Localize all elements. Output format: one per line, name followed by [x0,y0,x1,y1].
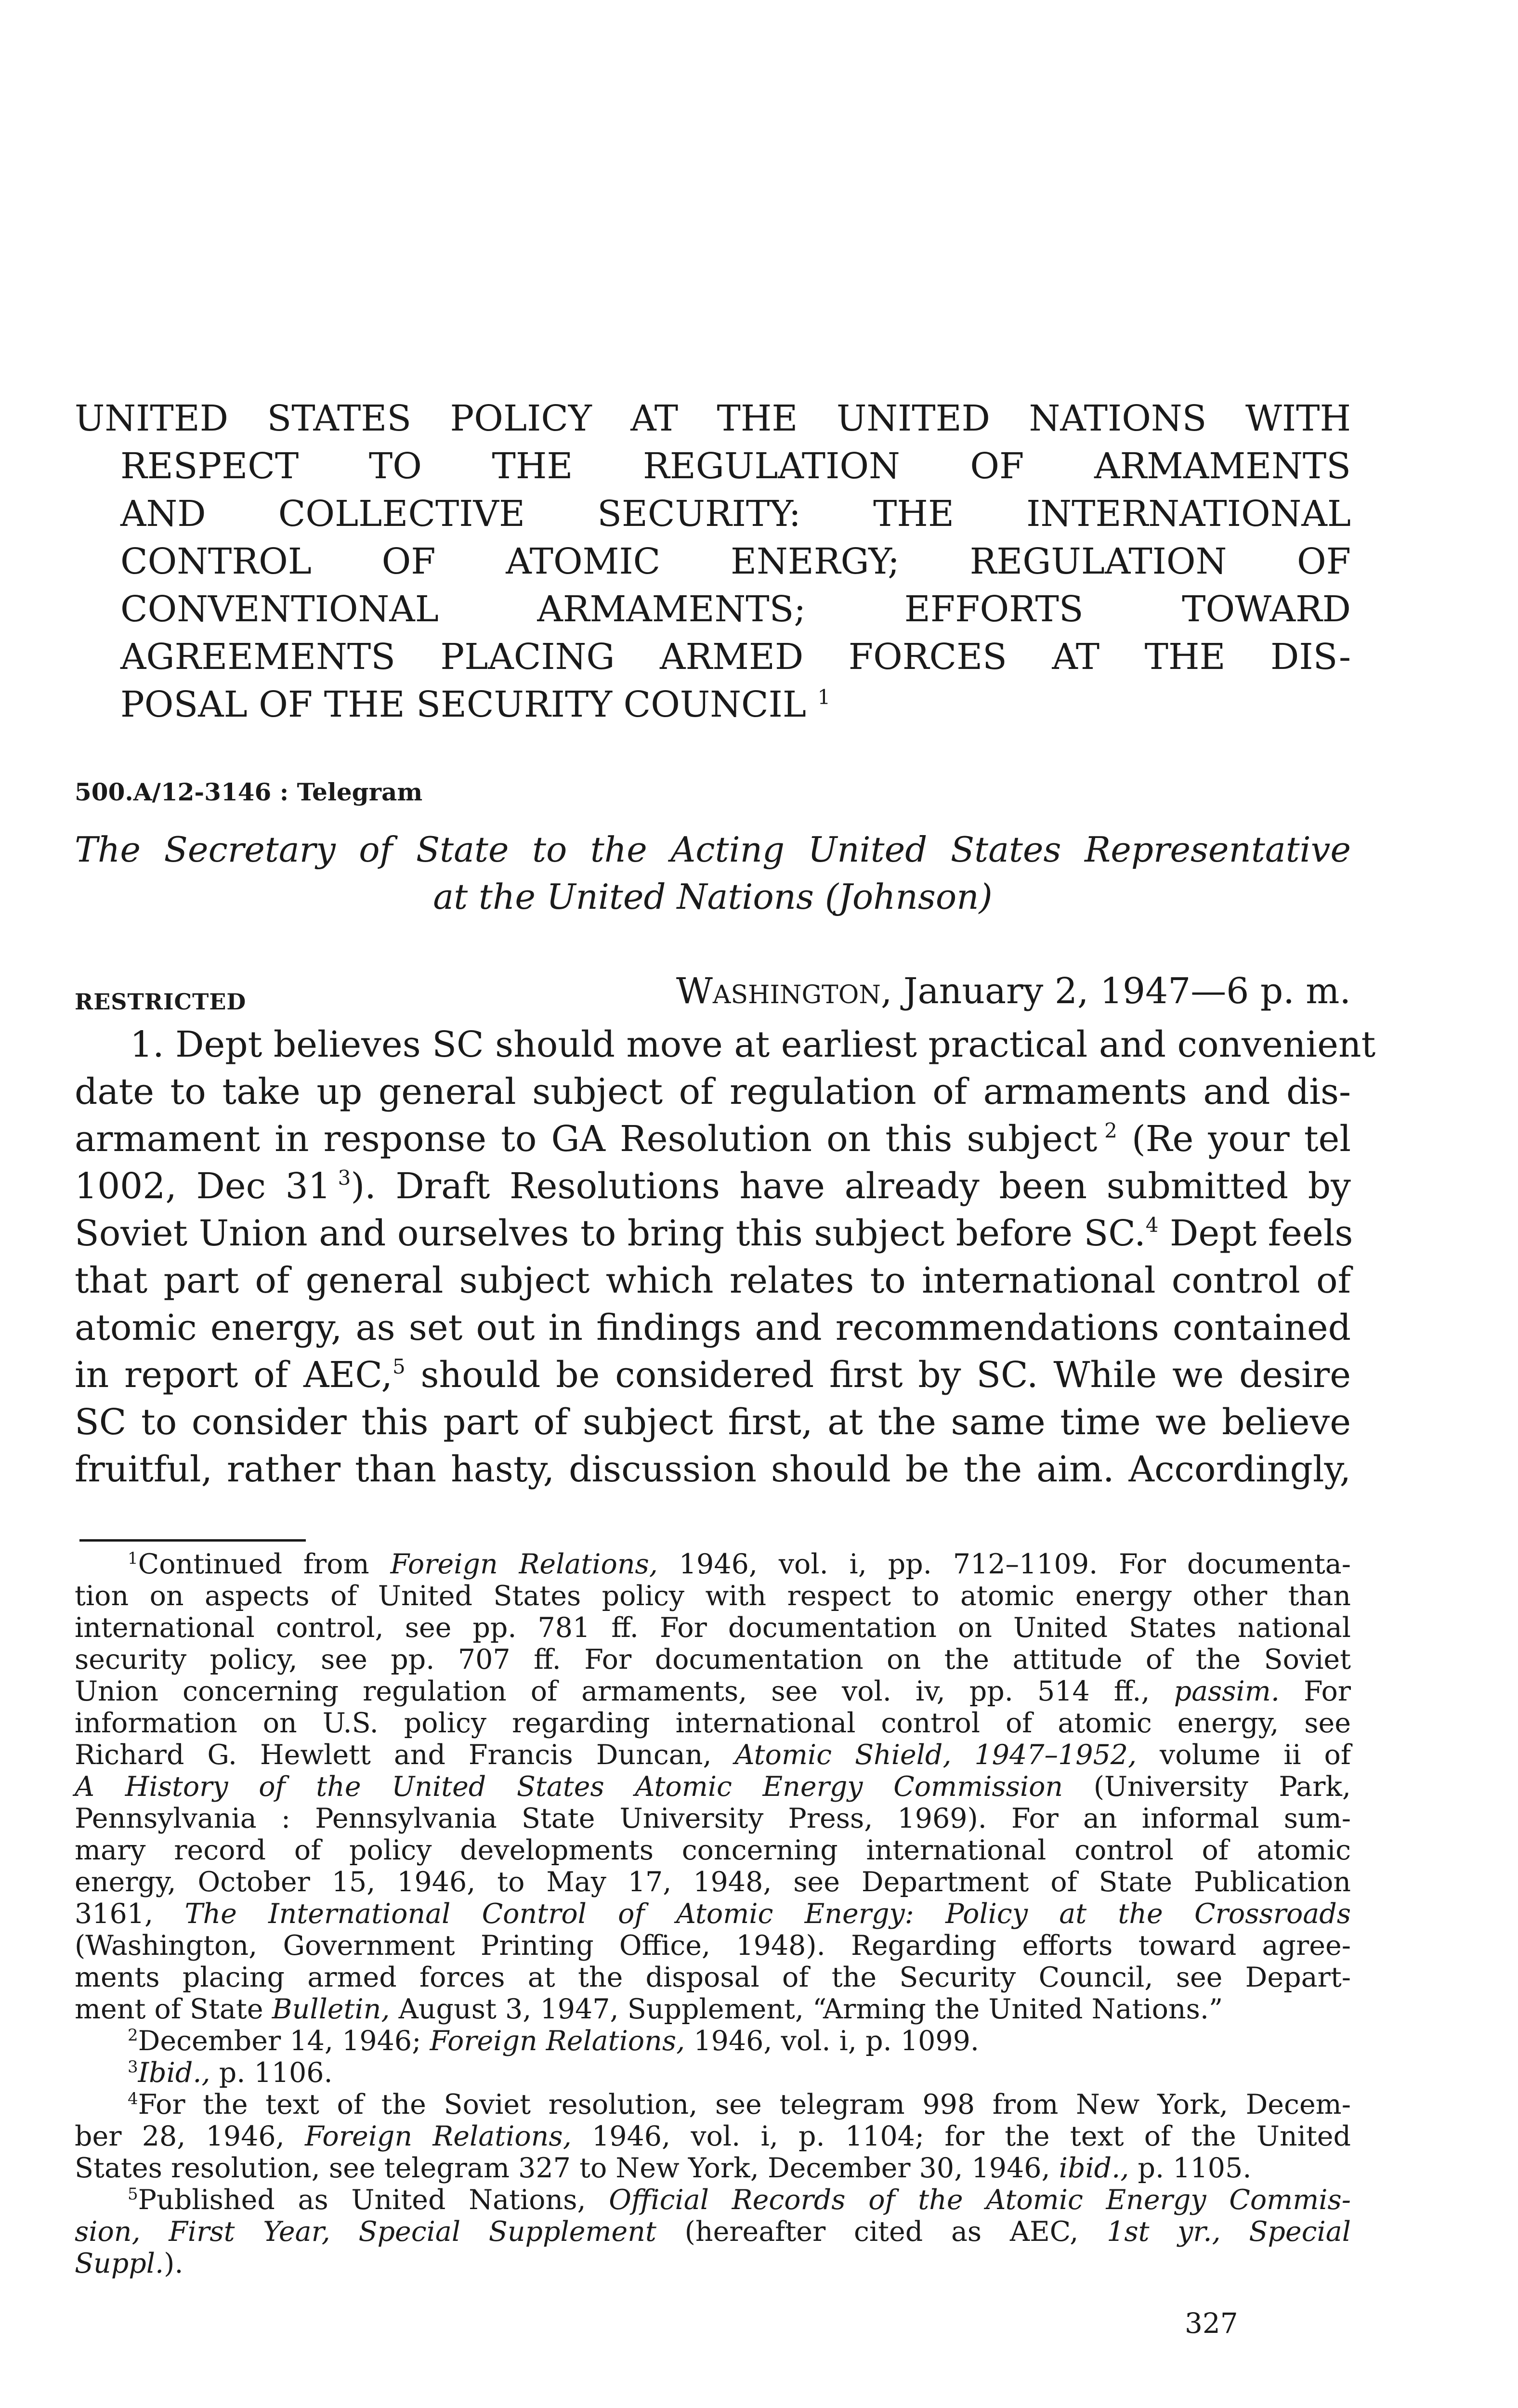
footnote-number: 2 [128,2026,138,2045]
footnote-line: ments placing armed forces at the disposal of the Security Council, see Depart- [75,1962,1351,1993]
footnote-text: Continued from [138,1548,391,1580]
citation-title: Foreign Relations, [390,1548,658,1580]
footnote-line [75,2120,1351,2152]
chapter-heading [75,395,1351,729]
heading-line: CONTROL OF ATOMIC ENERGY; REGULATION OF [120,541,1351,582]
body-line: that part of general subject which relates to international control of [75,1260,1351,1301]
citation-title: Bulletin, [272,1993,390,2025]
footnote-number: 4 [128,2089,138,2108]
body-text: Dept feels [1158,1213,1353,1254]
body-text: in report of AEC, [75,1354,393,1396]
footnote-marker: 1 [817,685,831,709]
footnote-line [75,2184,1351,2216]
citation-title: sion, First Year, Special Supplement [75,2216,656,2248]
footnote-text: Union concerning regulation of armaments, see vol. iv, pp. 514 ff., [75,1675,1174,1707]
title-line: at the United Nations (Johnson) [433,877,993,917]
footnote-text: 1946, vol. i, pp. 712–1109. For documenta- [657,1548,1351,1580]
footnote-number: 3 [128,2057,138,2077]
citation-title: ibid., [1059,2152,1129,2184]
citation-title: Suppl. [75,2248,164,2279]
place: Washington, [676,970,892,1012]
body-line [75,1115,1351,1163]
heading-line-last [120,681,1351,729]
footnote-line [75,1739,1351,1771]
footnote-marker: 5 [392,1355,406,1378]
heading-line: RESPECT TO THE REGULATION OF ARMAMENTS [120,445,1351,487]
file-reference: 500.A/12-3146 : Telegram [75,778,423,806]
footnote-text: ment of State [75,1993,272,2025]
footnote-text: December 14, 1946; [138,2025,430,2057]
body-text: (Re your tel [1117,1118,1351,1160]
heading-line: POSAL OF THE SECURITY COUNCIL [120,684,806,725]
dateline [75,970,1351,1019]
place-date [676,970,1351,1012]
footnote-text: Richard G. Hewlett and Francis Duncan, [75,1739,735,1771]
footnote-line [75,1771,1351,1803]
footnote-text: volume ii of [1137,1739,1351,1771]
footnote-line [75,1898,1351,1930]
footnote-text: ber 28, 1946, [75,2120,305,2152]
body-text: armament in response to GA Resolution on this subject [75,1118,1098,1160]
footnote-line [75,1993,1351,2025]
citation-title: Foreign Relations, [430,2025,685,2057]
footnote-line [75,2025,1351,2057]
footnote-divider [79,1539,306,1542]
footnote-text: 3161, [75,1898,185,1930]
body-line [75,1210,1351,1257]
footnote-marker: 2 [1104,1119,1117,1142]
telegram-body [75,1021,1376,1493]
heading-line: AND COLLECTIVE SECURITY: THE INTERNATIONAL [120,493,1351,535]
citation-title: Ibid., [138,2057,210,2089]
footnote-text: 1946, vol. i, p. 1104; for the text of the United [571,2120,1351,2152]
heading-line: CONVENTIONAL ARMAMENTS; EFFORTS TOWARD [120,589,1351,630]
body-text: 1002, Dec 31 [75,1165,331,1207]
footnote-text: ). [164,2248,183,2279]
footnote-text: For the text of the Soviet resolution, see telegram 998 from New York, Decem- [138,2089,1351,2120]
citation-title: Official Records of the Atomic Energy Commis- [609,2184,1351,2216]
classification-label: RESTRICTED [75,989,247,1015]
body-line: date to take up general subject of regulation of armaments and dis- [75,1071,1351,1112]
body-line [75,1351,1351,1399]
footnote-text: 1946, vol. i, p. 1099. [685,2025,979,2057]
footnote-line [75,2216,1351,2248]
body-line: SC to consider this part of subject first, at the same time we believe [75,1401,1351,1443]
footnote-marker: 3 [338,1166,351,1190]
citation-title: A History of the United States Atomic Energy Commission [75,1771,1063,1803]
footnote-text: Published as United Nations, [138,2184,609,2216]
body-line [75,1163,1351,1210]
footnote-number: 1 [128,1549,138,1568]
footnote-line [75,1548,1351,1580]
body-text: Soviet Union and ourselves to bring this subject before SC. [75,1213,1146,1254]
citation-title: Atomic Shield, 1947–1952, [734,1739,1137,1771]
footnote-line: tion on aspects of United States policy with respect to atomic energy other than [75,1580,1351,1612]
citation-title: passim. [1174,1675,1280,1707]
footnote-line: security policy, see pp. 707 ff. For documentation on the attitude of the Soviet [75,1644,1351,1675]
footnote-text: p. 1105. [1129,2152,1252,2184]
footnote-line [75,2089,1351,2120]
footnote-text: August 3, 1947, Supplement, “Arming the United Nations.” [390,1993,1223,2025]
footnote-text: p. 1106. [210,2057,333,2089]
footnote-line [75,1675,1351,1707]
title-line: The Secretary of State to the Acting United States Representative [75,829,1351,870]
document-title [75,826,1351,920]
footnote-line: mary record of policy developments concerning international control of atomic [75,1834,1351,1866]
footnote-line: Pennsylvania : Pennsylvania State University Press, 1969). For an informal sum- [75,1803,1351,1834]
footnote-line [75,2248,1351,2279]
footnote-text: States resolution, see telegram 327 to New York, December 30, 1946, [75,2152,1059,2184]
footnote-line [75,2057,1351,2089]
page-number: 327 [1185,2307,1238,2340]
body-text: should be considered first by SC. While we desire [405,1354,1351,1396]
heading-line: AGREEMENTS PLACING ARMED FORCES AT THE DIS- [120,636,1351,678]
body-text: ). Draft Resolutions have already been submitted by [351,1165,1351,1207]
footnotes [75,1548,1351,2279]
heading-line: UNITED STATES POLICY AT THE UNITED NATIONS WITH [75,398,1351,439]
footnote-line: energy, October 15, 1946, to May 17, 1948, see Department of State Publication [75,1866,1351,1898]
body-line: 1. Dept believes SC should move at earliest practical and convenient [130,1024,1376,1065]
footnote-line: (Washington, Government Printing Office, 1948). Regarding efforts toward agree- [75,1930,1351,1962]
footnote-line: information on U.S. policy regarding international control of atomic energy, see [75,1707,1351,1739]
citation-title: The International Control of Atomic Energy: Policy at the Crossroads [184,1898,1351,1930]
footnote-number: 5 [128,2185,138,2204]
footnote-text: (hereafter cited as AEC, [656,2216,1107,2248]
footnote-line [75,2152,1351,2184]
footnote-line: international control, see pp. 781 ff. For documentation on United States national [75,1612,1351,1644]
footnote-text: For [1279,1675,1351,1707]
citation-title: 1st yr., Special [1107,2216,1351,2248]
date: January 2, 1947—6 p. m. [903,970,1351,1012]
body-line: fruitful, rather than hasty, discussion should be the aim. Accordingly, [75,1449,1351,1490]
footnote-text: (University Park, [1063,1771,1351,1803]
footnote-marker: 4 [1145,1213,1159,1237]
body-line: atomic energy, as set out in findings and recommendations contained [75,1307,1351,1348]
citation-title: Foreign Relations, [304,2120,572,2152]
